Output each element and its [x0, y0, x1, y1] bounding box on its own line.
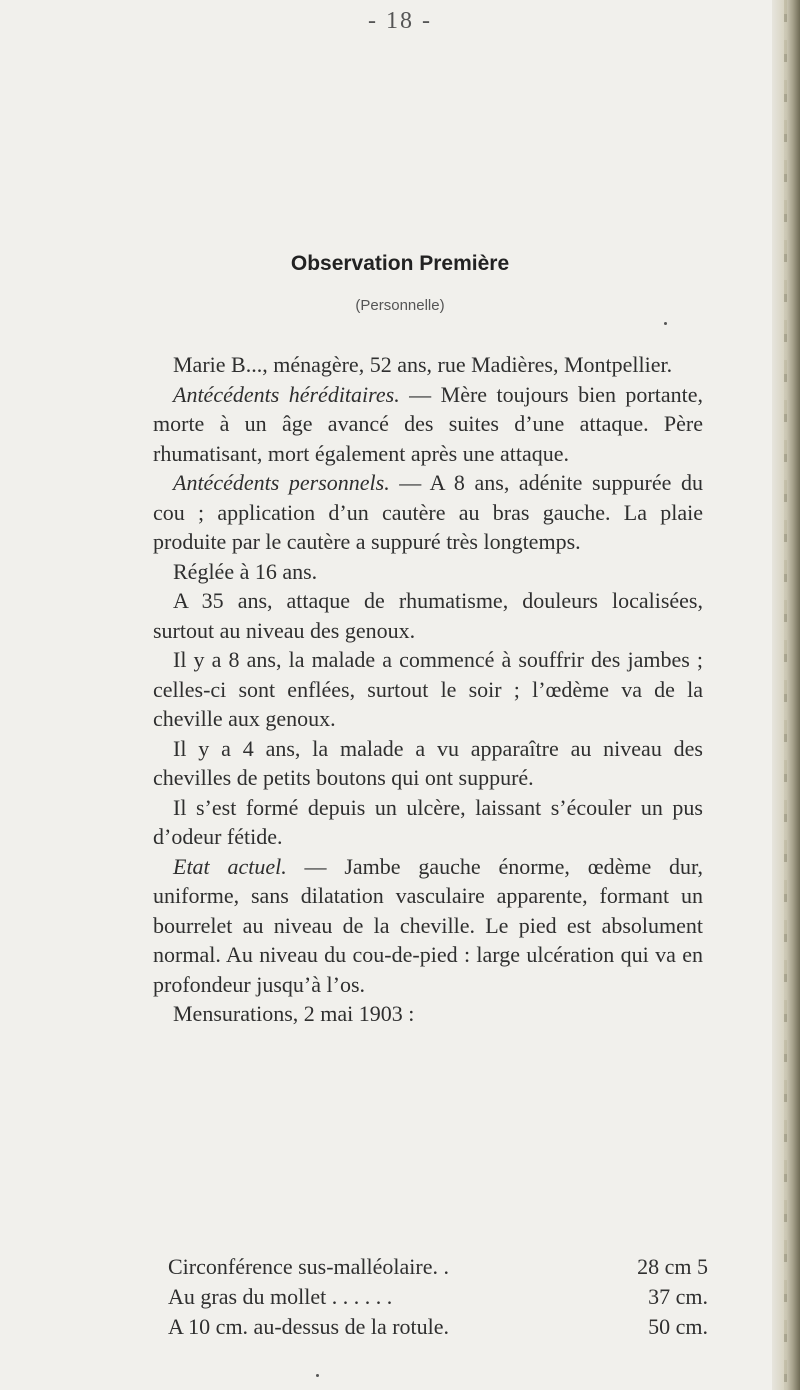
paragraph-menarche: Réglée à 16 ans. — [173, 558, 318, 584]
observation-title: Observation Première — [290, 252, 510, 275]
observation-subtitle: (Personnelle) — [355, 297, 445, 314]
paragraph-pustules: Il y a 4 ans, la malade a vu apparaître au niveau des chevilles de petits boutons qui ont suppuré. — [153, 735, 703, 790]
paper-speck — [664, 322, 667, 325]
patient-intro: Marie B..., ménagère, 52 ans, rue Madières, Montpellier. — [173, 352, 673, 377]
measurements-intro: Mensurations, 2 mai 1903 : — [173, 1001, 415, 1026]
paper-speck — [316, 1374, 319, 1377]
measurement-value: 50 cm. — [648, 1314, 708, 1339]
observation-body — [153, 350, 703, 1029]
binding-edge-shadow — [772, 0, 800, 1390]
hereditary-heading: Antécédents héréditaires. — [173, 381, 400, 407]
paragraph-legs: Il y a 8 ans, la malade a commencé à souffrir des jambes ; celles-ci sont enflées, surtout le soir ; l’œdème va de la cheville aux genoux. — [153, 647, 703, 731]
measurement-value: 28 cm 5 — [637, 1254, 708, 1279]
measurement-label: Circonférence sus-malléolaire. . — [168, 1254, 449, 1279]
measurement-row — [168, 1282, 708, 1312]
measurement-label: Au gras du mollet . . . . . . — [168, 1284, 393, 1309]
hereditary-history — [153, 380, 703, 469]
personal-history — [153, 468, 703, 557]
measurement-value: 37 cm. — [648, 1284, 708, 1309]
current-state-text: — Jambe gauche énorme, œdème dur, uniforme, sans dilatation vasculaire apparente, formant un bourrelet au niveau de la cheville. Le pied est absolument normal. Au niveau du cou-de-pied : large ulcération qui va en profondeur jusqu’à l’os. — [153, 853, 703, 997]
personal-text: — A 8 ans, adénite suppurée du cou ; application d’un cautère au bras gauche. La plaie produite par le cautère a suppuré très longtemps. — [153, 470, 703, 554]
personal-heading: Antécédents personnels. — [173, 470, 390, 495]
paragraph-ulcer: Il s’est formé depuis un ulcère, laissant s’écouler un pus d’odeur fétide. — [153, 794, 703, 849]
paragraph-rheumatism: A 35 ans, attaque de rhumatisme, douleurs localisées, surtout au niveau des genoux. — [153, 588, 703, 643]
measurement-label: A 10 cm. au-dessus de la rotule. — [168, 1314, 450, 1339]
hereditary-text: — Mère toujours bien portante, morte à un âge avancé des suites d’une attaque. Père rhumatisant, mort également après une attaque. — [153, 381, 703, 466]
measurements-table — [168, 1252, 708, 1342]
page-number: - 18 - — [368, 8, 432, 34]
current-state-heading: Etat actuel. — [173, 853, 287, 879]
current-state — [153, 852, 703, 1000]
measurement-row — [168, 1252, 708, 1282]
measurement-row — [168, 1312, 708, 1342]
